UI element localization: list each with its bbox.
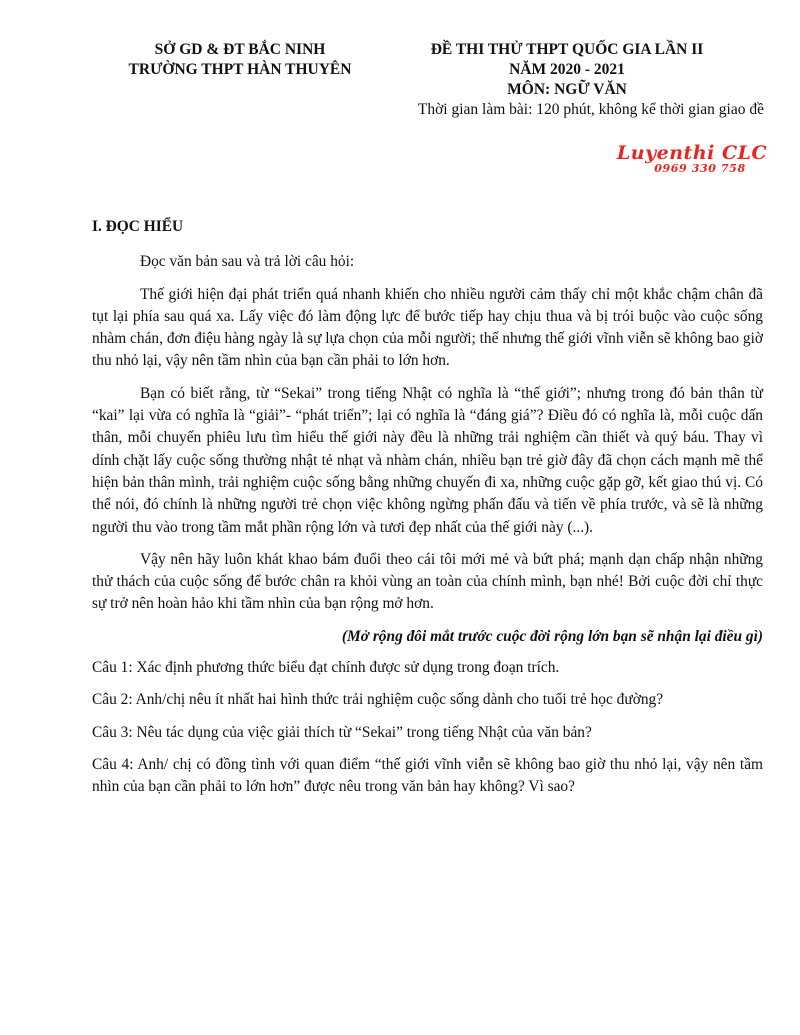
question-1: Câu 1: Xác định phương thức biểu đạt chính được sử dụng trong đoạn trích. [92, 659, 560, 677]
exam-title: ĐỀ THI THỬ THPT QUỐC GIA LẦN II [430, 41, 704, 58]
passage-paragraph: Thế giới hiện đại phát triển quá nhanh khiến cho nhiều người cảm thấy chỉ một khắc chậm chân đã tụt lại phía sau quá xa. Lấy việc đó làm động lực để bước tiếp hay chịu thua và bị trói buộc vào cuộc sống nhàm chán, đơn điệu hàng ngày là sự lựa chọn của mỗi người; thế nhưng thế giới vĩnh viễn sẽ không bao giờ thu nhỏ lại, vậy nên tầm nhìn của bạn cần phải to lớn hơn. [92, 285, 763, 370]
department-name: SỞ GD & ĐT BẮC NINH [154, 41, 326, 58]
logo-phone: 0969 330 758 [654, 162, 746, 175]
exam-duration: Thời gian làm bài: 120 phút, không kể thời gian giao đề [417, 101, 764, 118]
logo-brand: Luyenthi CLC [616, 142, 768, 164]
question-2: Câu 2: Anh/chị nêu ít nhất hai hình thức trải nghiệm cuộc sống dành cho tuổi trẻ học đường? [92, 691, 664, 709]
exam-year: NĂM 2020 - 2021 [509, 61, 625, 78]
luyenthi-logo [612, 143, 772, 175]
instruction: Đọc văn bản sau và trả lời câu hỏi: [140, 253, 355, 271]
exam-subject: MÔN: NGỮ VĂN [507, 81, 627, 98]
reading-section [92, 216, 763, 809]
school-name: TRƯỜNG THPT HÀN THUYÊN [128, 61, 352, 78]
school-header [100, 40, 380, 80]
passage-paragraph: Vậy nên hãy luôn khát khao bám đuổi theo cái tôi mới mẻ và bứt phá; mạnh dạn chấp nhận những thử thách của cuộc sống để bước chân ra khỏi vùng an toàn của chính mình, bạn nhé! Bởi cuộc đời chỉ thực sự trở nên hoàn hảo khi tầm nhìn của bạn rộng mở hơn. [92, 550, 763, 613]
passage-source: (Mở rộng đôi mắt trước cuộc đời rộng lớn bạn sẽ nhận lại điều gì) [341, 627, 763, 645]
section-title: I. ĐỌC HIỂU [92, 218, 184, 235]
passage-paragraph: Bạn có biết rằng, từ “Sekai” trong tiếng Nhật có nghĩa là “thế giới”; nhưng trong đó bản thân từ “kai” lại vừa có nghĩa là “giải”- “phát triển”; lại có nghĩa là “đáng giá”? Điều đó có nghĩa là, mỗi cuộc dấn thân, mỗi chuyến phiêu lưu tìm hiểu thế giới này đều là những trải nghiệm cần thiết và quý báu. Thay vì dính chặt lấy cuộc sống thường nhật tẻ nhạt và nhàm chán, nhiều bạn trẻ giờ đây đã chọn cách mạnh mẽ thể hiện bản thân mình, trải nghiệm cuộc sống bằng những chuyến đi xa, những cuộc gặp gỡ, kết giao thú vị. Có thể nói, đó chính là những người trẻ chọn việc không ngừng phấn đấu và tiến về phía trước, và sẽ là những người thu vào trong tầm mắt phần rộng lớn và tươi đẹp nhất của thế giới này (...). [92, 384, 763, 536]
question-4: Câu 4: Anh/ chị có đồng tình với quan điểm “thế giới vĩnh viễn sẽ không bao giờ thu nhỏ lại, vậy nên tầm nhìn của bạn cần phải to lớn hơn” được nêu trong văn bản hay không? Vì sao? [92, 755, 763, 796]
exam-header [372, 40, 764, 118]
question-3: Câu 3: Nêu tác dụng của việc giải thích từ “Sekai” trong tiếng Nhật của văn bản? [92, 723, 592, 741]
